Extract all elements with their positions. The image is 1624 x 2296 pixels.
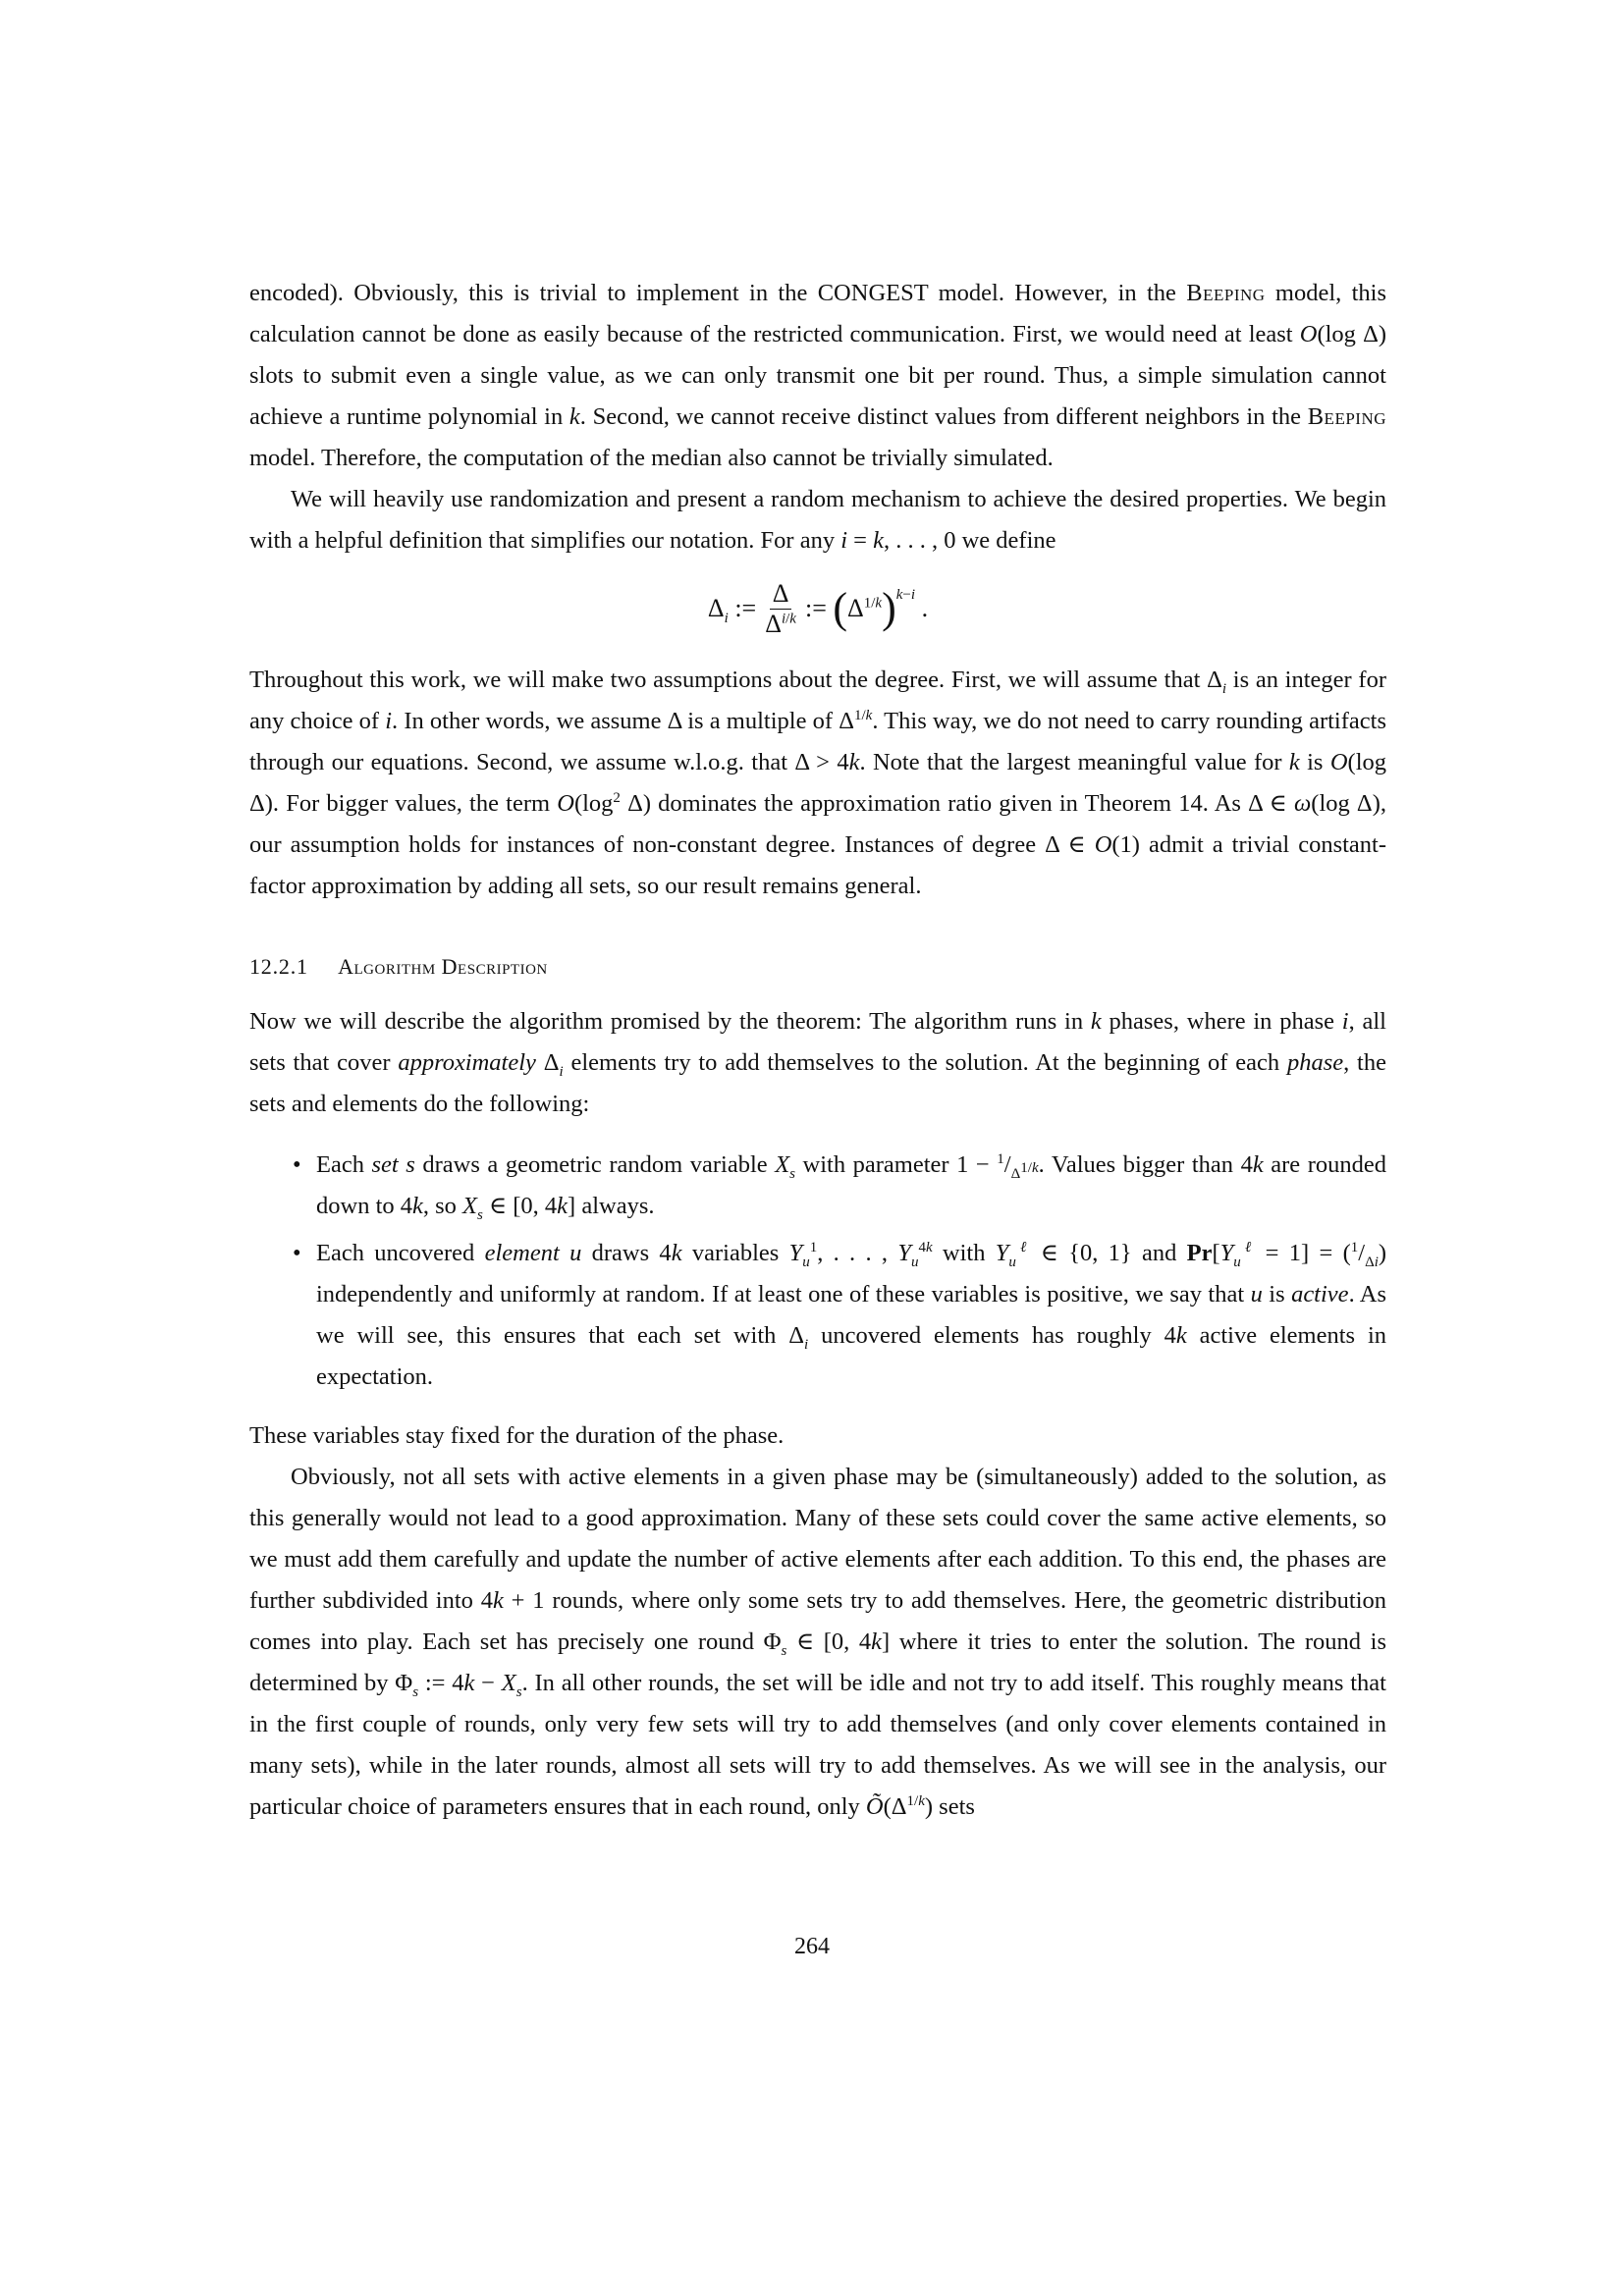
paragraph-4: Now we will describe the algorithm promised by the theorem: The algorithm runs in k phases, where in phase i, all sets that cover approximately $\Delta_i$ elements try to add themselves to the solution. At the beginning of each phase, the sets and elements do the following: [249,1008,1386,1117]
paragraph-6: Obviously, not all sets with active elements in a given phase may be (simultaneously) added to the solution, as this generally would not lead to a good approximation. Many of these sets could cover the same active elements, so we must add them carefully and update the number of active elements after each addition. To this end, the phases are further subdivided into 4k + 1 rounds, where only some sets try to add themselves. Here, the geometric distribution comes into play. Each set has precisely one round $\Phi_s$ ∈ [0, 4k] where it tries to enter the solution. The round is determined by $\Phi_s$ := $4k - X_s$. In all other rounds, the set will be idle and not try to add itself. This roughly means that in the first couple of rounds, only very few sets will try to add themselves (and only cover elements contained in many sets), while in the later rounds, almost all sets will try to add themselves. As we will see in the analysis, our particular choice of parameters ensures that in each round, only $Õ(\Delta^{1/k})$ sets [249,1464,1386,1820]
page-body [249,273,1386,1828]
equation-delta-i: $\Delta_i$ := $\frac{\Delta}{\Delta^{i/k}}$ := ( $\Delta^{1/k}$ ) $^{k -i}$ . [707,578,929,638]
paragraph-3: Throughout this work, we will make two assumptions about the degree. First, we will assume that $\Delta_i$ is an integer for any choice of i. In other words, we assume Δ is a multiple of $\Delta^{1/k}$. This way, we do not need to carry rounding artifacts through our equations. Second, we assume w.l.o.g. that Δ > 4k. Note that the largest meaningful value for k is O(log Δ). For bigger values, the term $O(\log^2$ Δ) dominates the approximation ratio given in Theorem 14. As Δ ∈ ω(log Δ), our assumption holds for instances of non-constant degree. Instances of degree Δ ∈ O(1) admit a trivial constant-factor approximation by adding all sets, so our result remains general. [249,667,1387,899]
paragraph-1: encoded). Obviously, this is trivial to implement in the CONGEST model. However, in the Beeping model, this calculation cannot be done as easily because of the restricted communication. First, we would need at least O(log Δ) slots to submit even a single value, as we can only transmit one bit per round. Thus, a simple simulation cannot achieve a runtime polynomial in k. Second, we cannot receive distinct values from different neighbors in the Beeping model. Therefore, the computation of the median also cannot be trivially simulated. [249,280,1386,471]
bullet-list [249,1145,1386,1398]
section-number: 12.2.1 [249,954,308,979]
page-number: 264 [794,1934,830,1959]
bullet-item-set: • Each set s draws a geometric random variable $X_s$ with parameter $1 - ^1/_{\Delta^{1/k}}$. Values bigger than 4k are rounded down to 4k, so $X_s$ ∈ [0, 4k] always. [316,1145,1386,1227]
paragraph-2: We will heavily use randomization and present a random mechanism to achieve the desired properties. We begin with a helpful definition that simplifies our notation. For any i = k, . . . , 0 we define [249,486,1386,554]
bullet-item-element: • Each uncovered element u draws 4k variables $Y_u^1$, . . . , $Y_u^{4k}$ with $Y_u^\ell$ ∈ {0, 1} and $Pr[Y_u^\ell = 1] = (^1/_{\Delta i})$ independently and uniformly at random. If at least one of these variables is positive, we say that u is active. As we will see, this ensures that each set with $\Delta_i$ uncovered elements has roughly 4k active elements in expectation. [316,1233,1386,1398]
section-heading [249,952,1386,982]
equation-fraction: $\frac{\Delta}{\Delta^{i/k}}$ [765,578,796,638]
paragraph-5: These variables stay fixed for the duration of the phase. [249,1422,785,1449]
section-title: Algorithm Description [338,954,548,979]
